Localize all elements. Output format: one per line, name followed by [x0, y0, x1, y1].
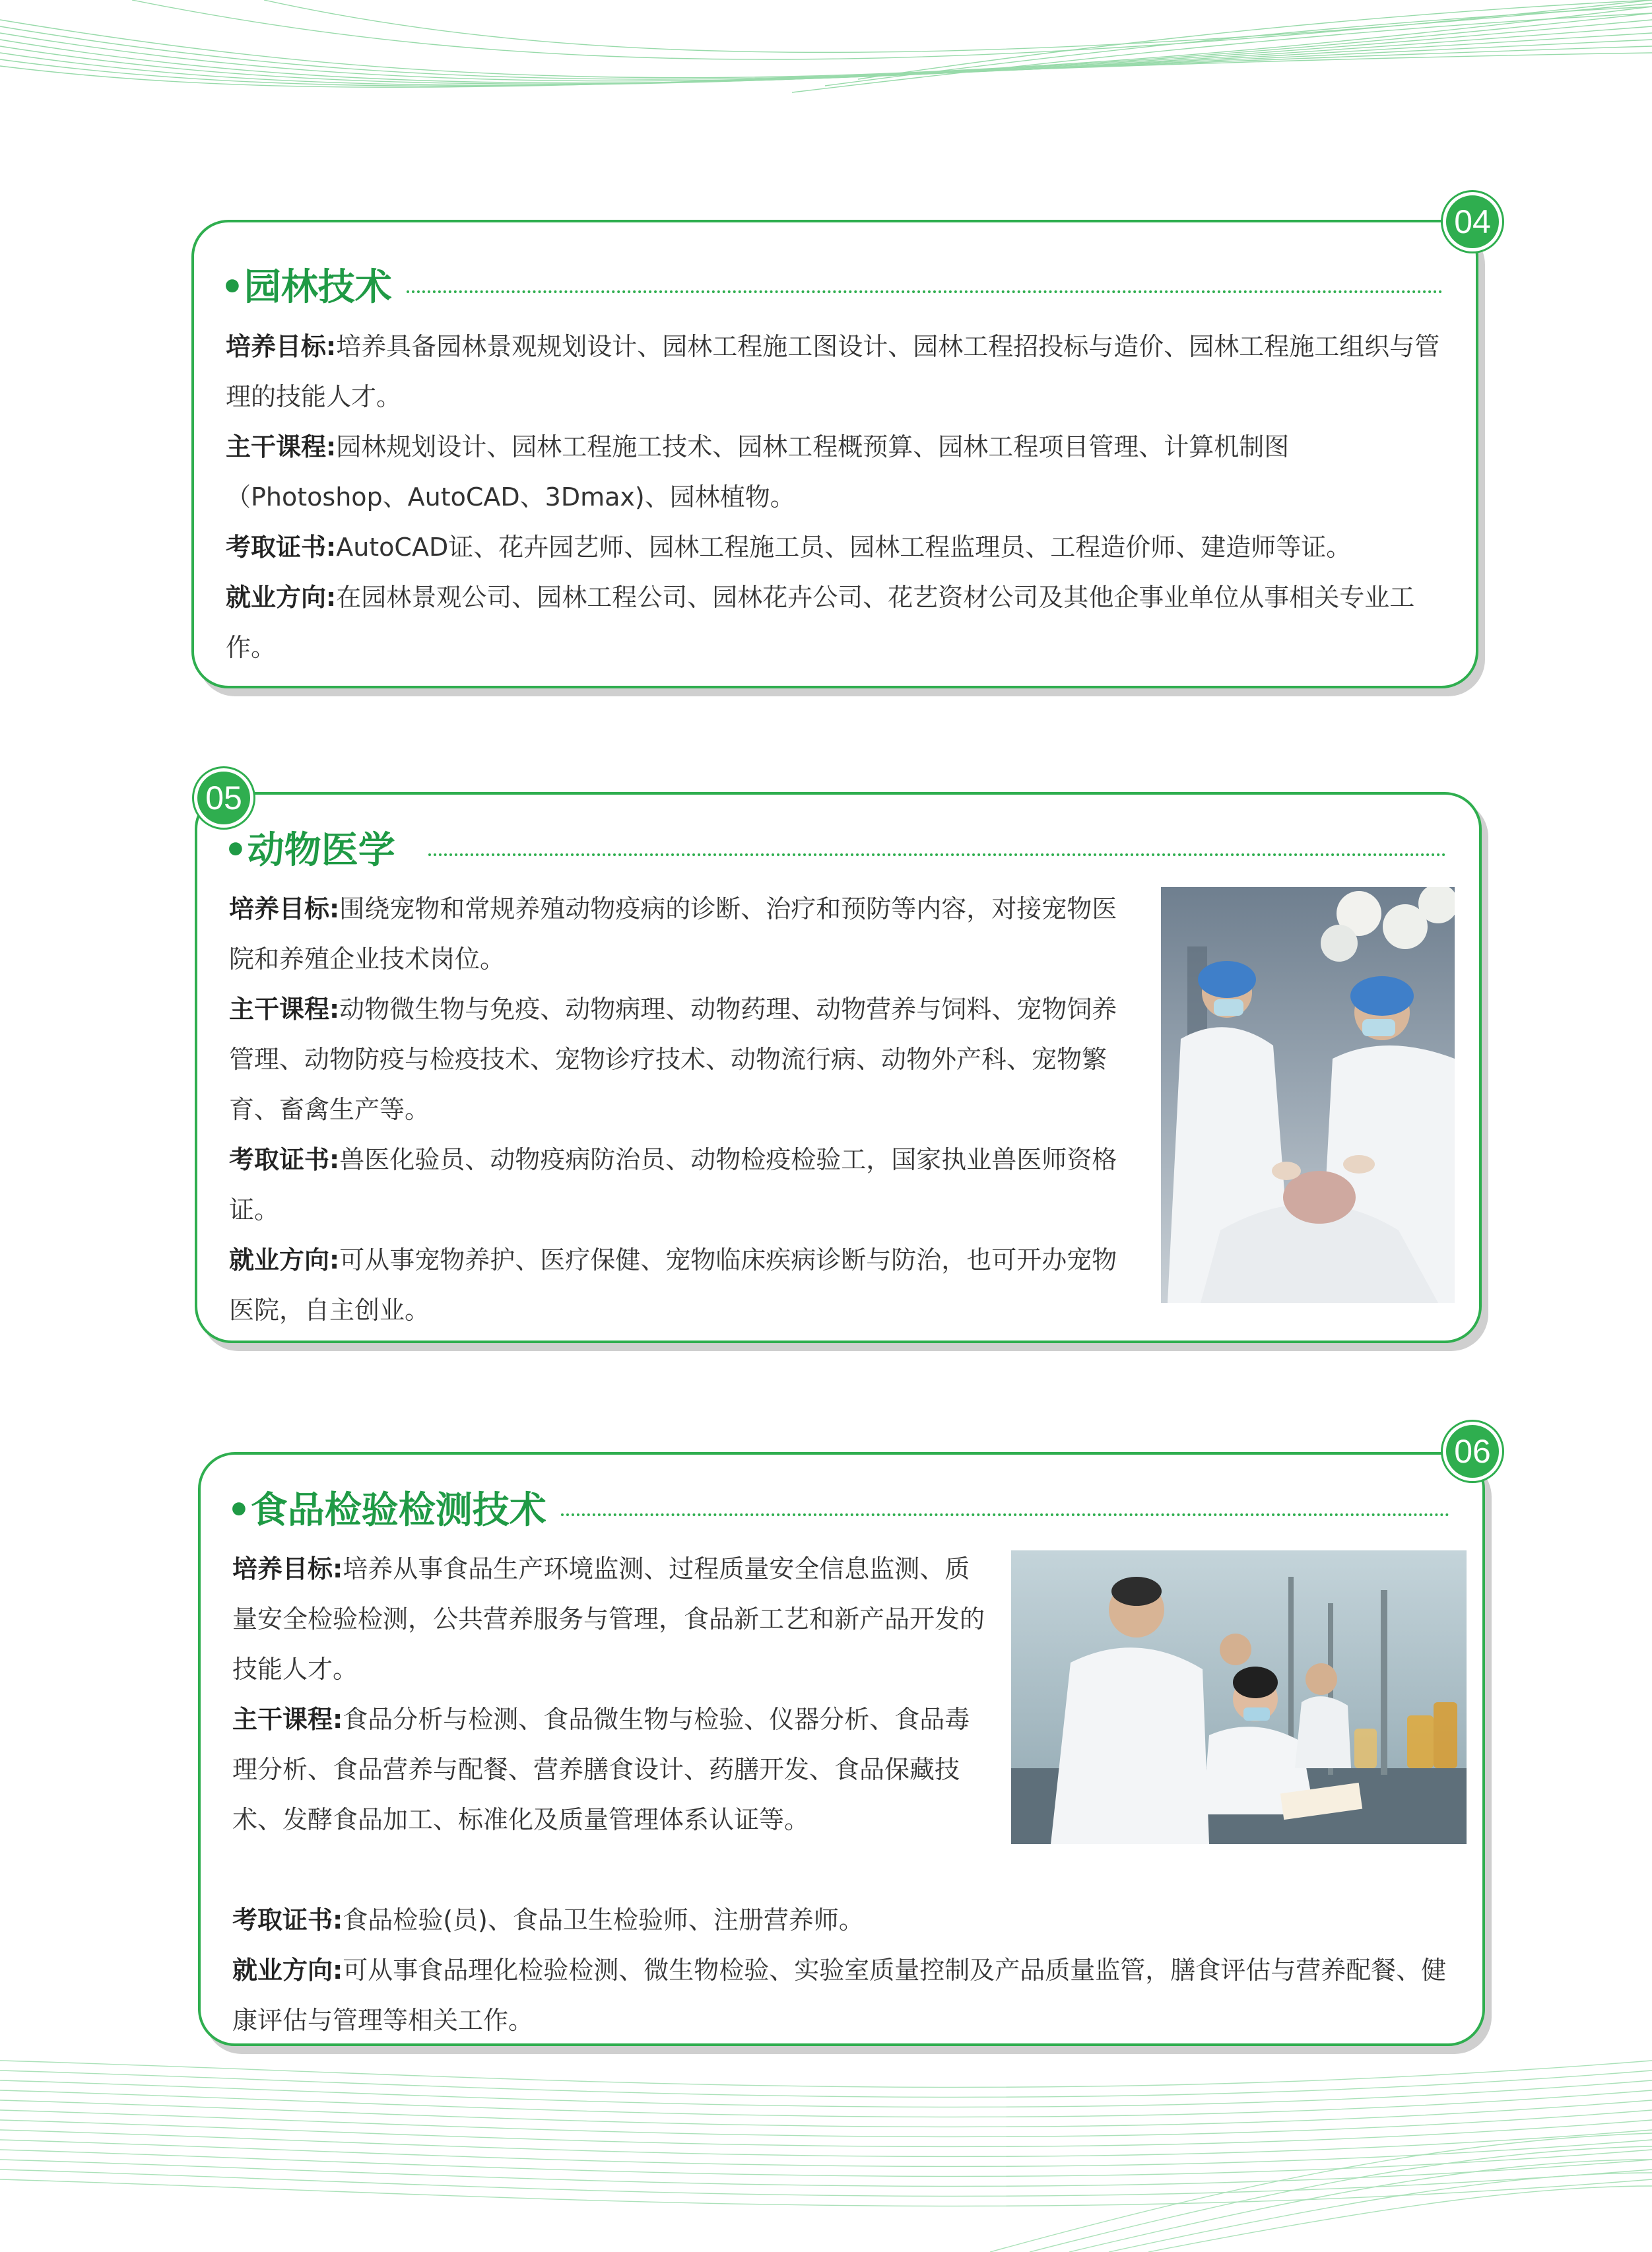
info-row-goal: 培养目标:围绕宠物和常规养殖动物疫病的诊断、治疗和预防等内容，对接宠物医院和养殖企业技术岗位。: [229, 894, 1117, 974]
info-row-courses: 主干课程:动物微生物与免疫、动物病理、动物药理、动物营养与饲料、宠物饲养管理、动物防疫与检疫技术、宠物诊疗技术、动物流行病、动物外产科、宠物繁育、畜禽生产等。: [229, 995, 1117, 1124]
section-title: •动物医学: [224, 829, 395, 872]
section-title-row: [224, 821, 1446, 874]
dotted-divider: [407, 290, 1443, 293]
info-row-courses: 主干课程:园林规划设计、园林工程施工技术、园林工程概预算、园林工程项目管理、计算机制图（Photoshop、AutoCAD、3Dmax)、园林植物。: [226, 432, 1290, 512]
section-card-06: [198, 1433, 1491, 2046]
info-row-careers: 就业方向:在园林景观公司、园林工程公司、园林花卉公司、花艺资材公司及其他企事业单位从事相关专业工作。: [226, 583, 1415, 662]
section-title: •食品检验检测技术: [227, 1489, 546, 1532]
info-row-courses: 主干课程:食品分析与检测、食品微生物与检验、仪器分析、食品毒理分析、食品营养与配餐、营养膳食设计、药膳开发、食品保藏技术、发酵食品加工、标准化及质量管理体系认证等。: [232, 1705, 970, 1834]
section-title: •园林技术: [220, 266, 392, 309]
section-body: [226, 321, 1453, 673]
info-row-goal: 培养目标:培养从事食品生产环境监测、过程质量安全信息监测、质量安全检验检测，公共营养服务与管理，食品新工艺和新产品开发的技能人才。: [232, 1554, 985, 1684]
top-wave-decoration: [0, 0, 1652, 125]
section-number-badge: 05: [194, 768, 253, 828]
section-number-badge: 04: [1443, 192, 1502, 251]
section-card-05: [195, 779, 1482, 1343]
section-title-row: [227, 1481, 1449, 1534]
section-number-badge: 06: [1443, 1422, 1502, 1481]
info-row-certificates: 考取证书:食品检验(员)、食品卫生检验师、注册营养师。: [232, 1905, 864, 1935]
dotted-divider: [428, 853, 1446, 856]
bottom-wave-decoration: [0, 2034, 1652, 2252]
section-body-bottom: [232, 1895, 1460, 2045]
veterinary-surgery-photo: [1161, 887, 1455, 1303]
section-title-row: [220, 258, 1443, 311]
food-laboratory-photo: [1011, 1550, 1467, 1844]
info-row-goal: 培养目标:培养具备园林景观规划设计、园林工程施工图设计、园林工程招投标与造价、园林工程施工组织与管理的技能人才。: [226, 332, 1440, 411]
info-row-careers: 就业方向:可从事食品理化检验检测、微生物检验、实验室质量控制及产品质量监管，膳食评估与营养配餐、健康评估与管理等相关工作。: [232, 1956, 1447, 2035]
dotted-divider: [561, 1513, 1449, 1516]
section-card-04: [191, 203, 1491, 688]
info-row-certificates: 考取证书:兽医化验员、动物疫病防治员、动物检疫检验工，国家执业兽医师资格证。: [229, 1145, 1117, 1224]
info-row-certificates: 考取证书:AutoCAD证、花卉园艺师、园林工程施工员、园林工程监理员、工程造价师、建造师等证。: [226, 533, 1352, 562]
section-body: [229, 884, 1127, 1335]
section-body-top: [232, 1544, 991, 1845]
info-row-careers: 就业方向:可从事宠物养护、医疗保健、宠物临床疾病诊断与防治，也可开办宠物医院，自主创业。: [229, 1245, 1117, 1325]
